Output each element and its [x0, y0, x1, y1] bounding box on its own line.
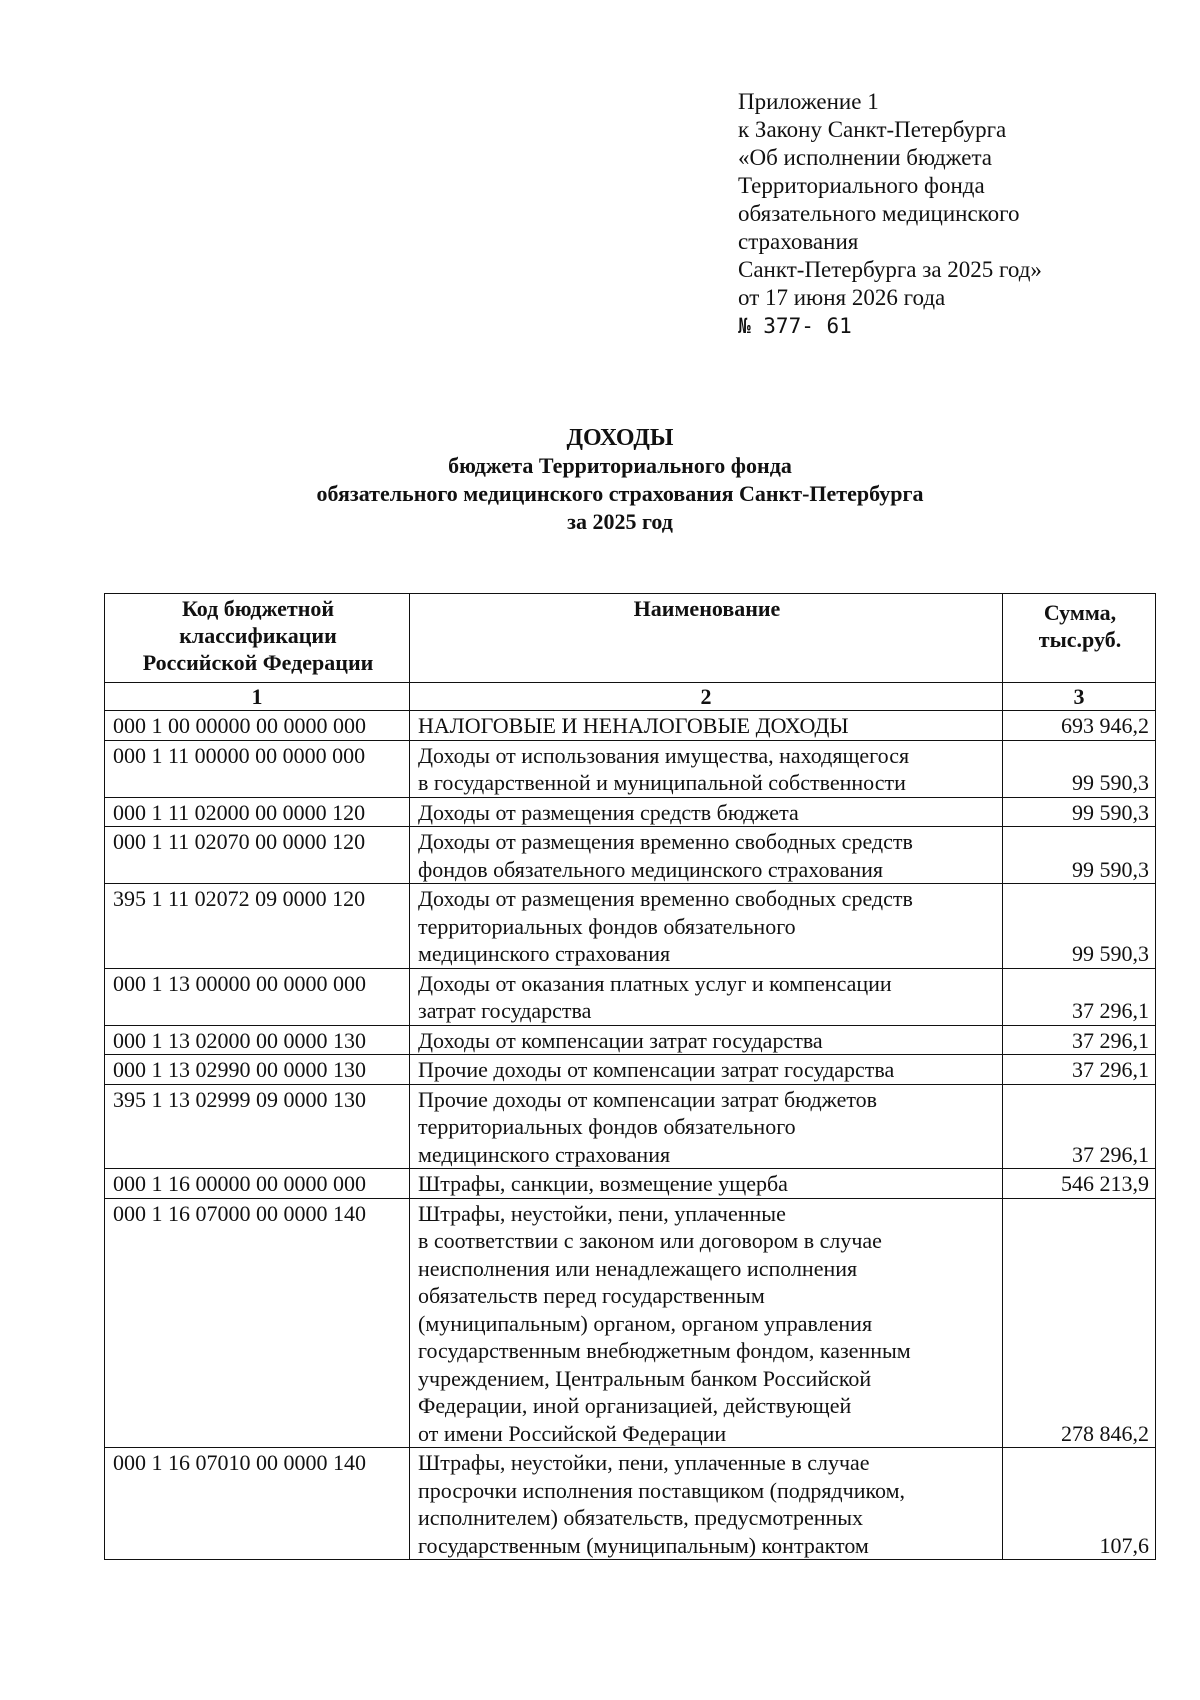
- header-code-line: Код бюджетной: [181, 596, 335, 621]
- revenue-name-line: Доходы от использования имущества, находящегося: [418, 742, 910, 768]
- table-header-row: [105, 594, 1156, 683]
- revenue-name-line: фондов обязательного медицинского страхования: [418, 856, 883, 882]
- revenue-name-line: территориальных фондов обязательного: [418, 913, 796, 939]
- header-name: [410, 594, 1003, 683]
- revenue-name-line: исполнителем) обязательств, предусмотренных: [418, 1505, 864, 1530]
- table-row: [105, 711, 1156, 741]
- revenue-name: [410, 711, 1003, 741]
- table-row: [105, 968, 1156, 1025]
- title-main: ДОХОДЫ: [566, 425, 674, 451]
- budget-code: 000 1 16 07010 00 0000 140: [105, 1448, 410, 1560]
- revenue-amount: 107,6: [1003, 1448, 1156, 1560]
- column-number: 1: [105, 683, 410, 711]
- revenue-amount: 37 296,1: [1003, 1055, 1156, 1085]
- revenue-name-line: (муниципальным) органом, органом управления: [418, 1310, 873, 1336]
- revenue-name-line: Прочие доходы от компенсации затрат государства: [418, 1057, 895, 1082]
- budget-code: 000 1 11 00000 00 0000 000: [105, 740, 410, 797]
- header-code-line: классификации: [179, 623, 337, 648]
- appendix-line: Территориального фонда: [738, 173, 985, 198]
- budget-code: 000 1 16 07000 00 0000 140: [105, 1198, 410, 1448]
- revenue-name-line: учреждением, Центральным банком Российской: [418, 1365, 872, 1391]
- revenue-name-line: Доходы от компенсации затрат государства: [418, 1027, 823, 1053]
- revenue-name: [410, 1025, 1003, 1055]
- law-number: № 377- 61: [738, 314, 852, 338]
- revenue-name: [410, 1084, 1003, 1169]
- document-title: [0, 424, 1200, 536]
- revenue-name-line: в соответствии с законом или договором в случае: [418, 1228, 882, 1253]
- budget-code: 000 1 13 00000 00 0000 000: [105, 968, 410, 1025]
- column-number: 3: [1003, 683, 1156, 711]
- appendix-line: страхования: [738, 229, 859, 254]
- revenue-amount: 99 590,3: [1003, 884, 1156, 969]
- revenue-name-line: медицинского страхования: [418, 941, 671, 966]
- revenue-amount: 99 590,3: [1003, 740, 1156, 797]
- budget-code: 000 1 13 02000 00 0000 130: [105, 1025, 410, 1055]
- revenue-amount: 37 296,1: [1003, 1025, 1156, 1055]
- revenue-name-line: неисполнения или ненадлежащего исполнения: [418, 1255, 858, 1281]
- revenue-name-line: государственным внебюджетным фондом, казенным: [418, 1338, 911, 1363]
- revenue-name: [410, 1169, 1003, 1199]
- revenue-amount: 693 946,2: [1003, 711, 1156, 741]
- table-row: [105, 1448, 1156, 1560]
- revenue-name-line: Доходы от размещения временно свободных средств: [418, 829, 913, 854]
- revenue-name-line: Штрафы, неустойки, пени, уплаченные в случае: [418, 1450, 870, 1475]
- revenue-name-line: медицинского страхования: [418, 1141, 671, 1167]
- revenue-table: [104, 593, 1156, 1560]
- revenue-name: [410, 1198, 1003, 1448]
- table-row: [105, 797, 1156, 827]
- table-row: [105, 1169, 1156, 1199]
- revenue-amount: 546 213,9: [1003, 1169, 1156, 1199]
- header-sum-line: Сумма,: [1043, 600, 1117, 625]
- budget-code: 000 1 00 00000 00 0000 000: [105, 711, 410, 741]
- table-row: [105, 1055, 1156, 1085]
- appendix-line: к Закону Санкт-Петербурга: [738, 117, 1007, 142]
- revenue-name-line: Доходы от оказания платных услуг и компенсации: [418, 970, 892, 996]
- header-name-text: Наименование: [633, 596, 781, 621]
- header-sum-line: тыс.руб.: [1038, 627, 1122, 652]
- table-row: [105, 1084, 1156, 1169]
- budget-code: 000 1 11 02000 00 0000 120: [105, 797, 410, 827]
- table-row: [105, 827, 1156, 884]
- budget-code: 395 1 11 02072 09 0000 120: [105, 884, 410, 969]
- appendix-line: обязательного медицинского: [738, 201, 1020, 226]
- revenue-name: [410, 797, 1003, 827]
- appendix-line: от 17 июня 2026 года: [738, 285, 946, 310]
- revenue-name: [410, 740, 1003, 797]
- table-row: [105, 740, 1156, 797]
- table-row: [105, 1025, 1156, 1055]
- header-code-line: Российской Федерации: [142, 650, 374, 675]
- table-row: [105, 1198, 1156, 1448]
- table-row: [105, 884, 1156, 969]
- column-number-row: [105, 683, 1156, 711]
- header-code: [105, 594, 410, 683]
- column-number: 2: [410, 683, 1003, 711]
- revenue-name-line: государственным (муниципальным) контрактом: [418, 1532, 869, 1558]
- revenue-name-line: Федерации, иной организацией, действующей: [418, 1393, 852, 1418]
- budget-code: 000 1 16 00000 00 0000 000: [105, 1169, 410, 1199]
- revenue-amount: 37 296,1: [1003, 1084, 1156, 1169]
- revenue-name: [410, 884, 1003, 969]
- budget-code: 395 1 13 02999 09 0000 130: [105, 1084, 410, 1169]
- appendix-block: [738, 88, 1042, 340]
- revenue-name: [410, 968, 1003, 1025]
- revenue-name-line: Доходы от размещения средств бюджета: [418, 799, 799, 825]
- revenue-name-line: затрат государства: [418, 998, 592, 1023]
- appendix-line: Приложение 1: [738, 89, 879, 114]
- revenue-name-line: от имени Российской Федерации: [418, 1420, 727, 1446]
- budget-code: 000 1 13 02990 00 0000 130: [105, 1055, 410, 1085]
- revenue-name-line: территориальных фондов обязательного: [418, 1114, 796, 1139]
- budget-code: 000 1 11 02070 00 0000 120: [105, 827, 410, 884]
- revenue-amount: 37 296,1: [1003, 968, 1156, 1025]
- title-line: за 2025 год: [567, 509, 673, 534]
- appendix-line: «Об исполнении бюджета: [738, 145, 993, 170]
- revenue-name-line: Штрафы, неустойки, пени, уплаченные: [418, 1200, 786, 1226]
- appendix-line: Санкт-Петербурга за 2025 год»: [738, 257, 1042, 282]
- revenue-name: [410, 1448, 1003, 1560]
- title-line: обязательного медицинского страхования Санкт-Петербурга: [316, 481, 924, 506]
- revenue-amount: 99 590,3: [1003, 827, 1156, 884]
- revenue-name-line: Доходы от размещения временно свободных средств: [418, 886, 913, 911]
- revenue-name: [410, 1055, 1003, 1085]
- revenue-name-line: Прочие доходы от компенсации затрат бюджетов: [418, 1086, 878, 1112]
- revenue-name-line: просрочки исполнения поставщиком (подрядчиком,: [418, 1477, 906, 1503]
- revenue-name-line: НАЛОГОВЫЕ И НЕНАЛОГОВЫЕ ДОХОДЫ: [418, 713, 849, 738]
- revenue-name: [410, 827, 1003, 884]
- revenue-amount: 278 846,2: [1003, 1198, 1156, 1448]
- revenue-amount: 99 590,3: [1003, 797, 1156, 827]
- title-line: бюджета Территориального фонда: [448, 453, 792, 478]
- revenue-name-line: обязательств перед государственным: [418, 1283, 765, 1308]
- header-sum: [1003, 594, 1156, 683]
- revenue-name-line: Штрафы, санкции, возмещение ущерба: [418, 1171, 788, 1196]
- revenue-name-line: в государственной и муниципальной собственности: [418, 770, 906, 795]
